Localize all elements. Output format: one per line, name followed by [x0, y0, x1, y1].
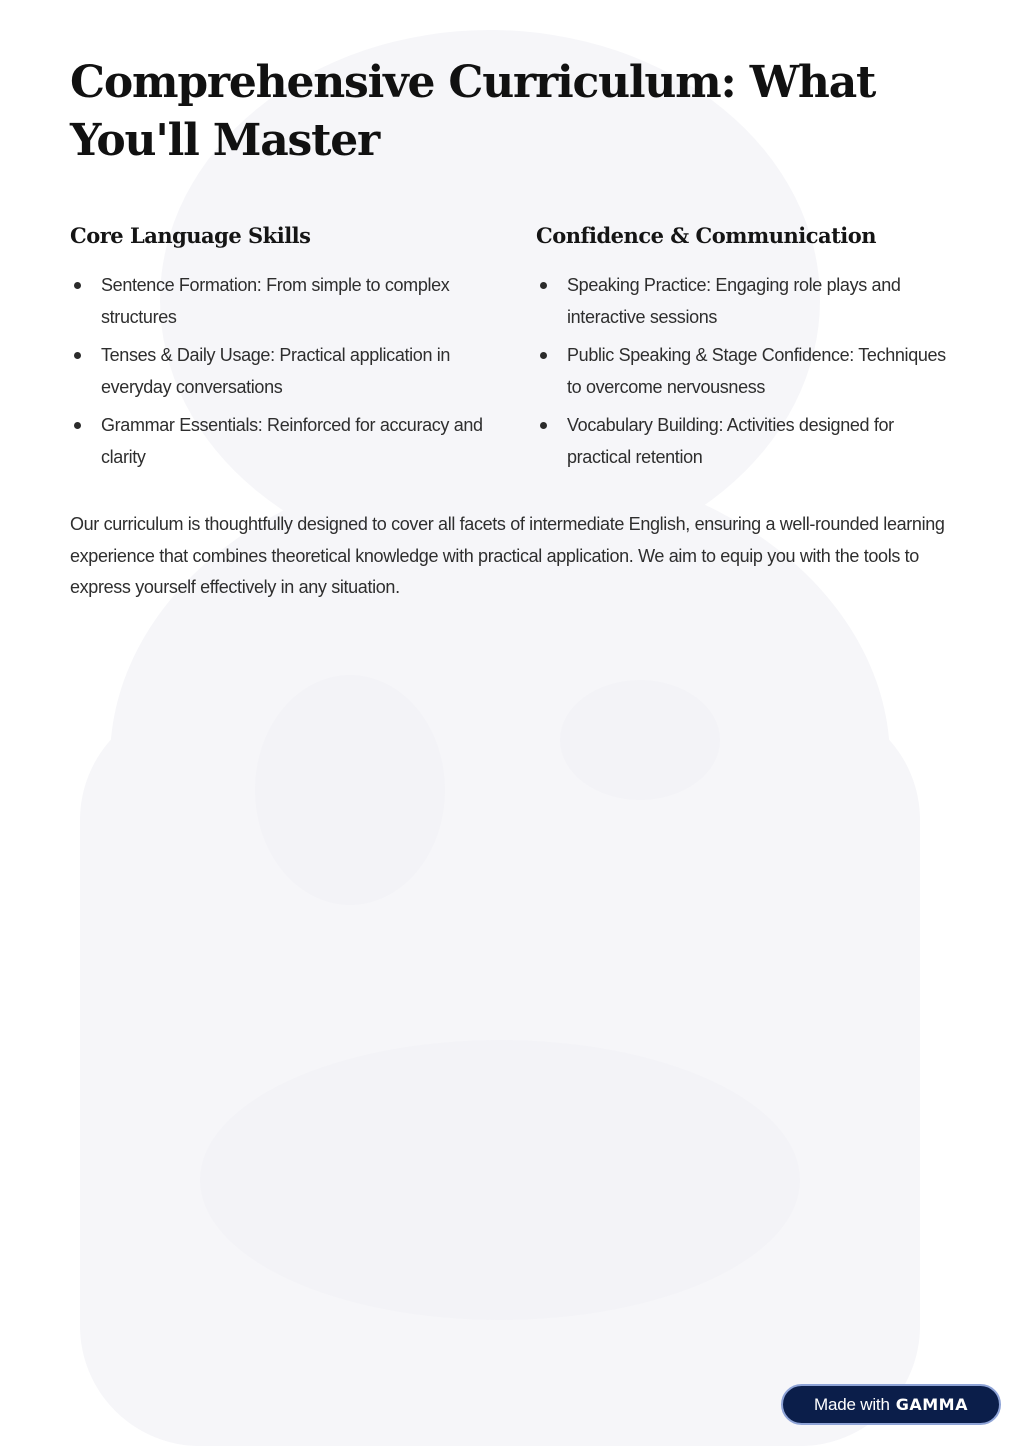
curriculum-columns — [70, 222, 954, 480]
list-item-text: Sentence Formation: From simple to complex structures — [101, 275, 450, 327]
list-item-text: Public Speaking & Stage Confidence: Techniques to overcome nervousness — [567, 345, 946, 397]
list-item — [536, 410, 954, 473]
page-title: Comprehensive Curriculum: What You'll Master — [70, 57, 876, 166]
bullet-icon — [540, 422, 547, 429]
list-item-text: Vocabulary Building: Activities designed for practical retention — [567, 415, 894, 467]
column-core-language-skills — [70, 222, 488, 480]
page-content — [0, 0, 1024, 604]
column-confidence-communication — [536, 222, 954, 480]
skills-list — [70, 270, 488, 473]
bullet-icon — [540, 282, 547, 289]
list-item — [536, 270, 954, 333]
list-item — [70, 270, 488, 333]
column-heading: Confidence & Communication — [536, 223, 877, 248]
summary-paragraph: Our curriculum is thoughtfully designed to cover all facets of intermediate English, ensuring a well-rounded learning experience that combines theoretical knowledge with practical application. We aim to equip you with the tools to express yourself effectively in any situation. — [70, 514, 945, 597]
gamma-logo-text: GAMMA — [895, 1395, 968, 1414]
list-item-text: Tenses & Daily Usage: Practical application in everyday conversations — [101, 345, 451, 397]
list-item-text: Grammar Essentials: Reinforced for accuracy and clarity — [101, 415, 483, 467]
list-item — [70, 340, 488, 403]
list-item — [536, 340, 954, 403]
badge-made-with-text: Made with — [814, 1394, 890, 1414]
bullet-icon — [74, 352, 81, 359]
skills-list — [536, 270, 954, 473]
list-item — [70, 410, 488, 473]
column-heading: Core Language Skills — [70, 223, 311, 248]
made-with-gamma-badge[interactable] — [781, 1384, 1001, 1425]
bullet-icon — [74, 282, 81, 289]
list-item-text: Speaking Practice: Engaging role plays and interactive sessions — [567, 275, 901, 327]
bullet-icon — [74, 422, 81, 429]
bullet-icon — [540, 352, 547, 359]
